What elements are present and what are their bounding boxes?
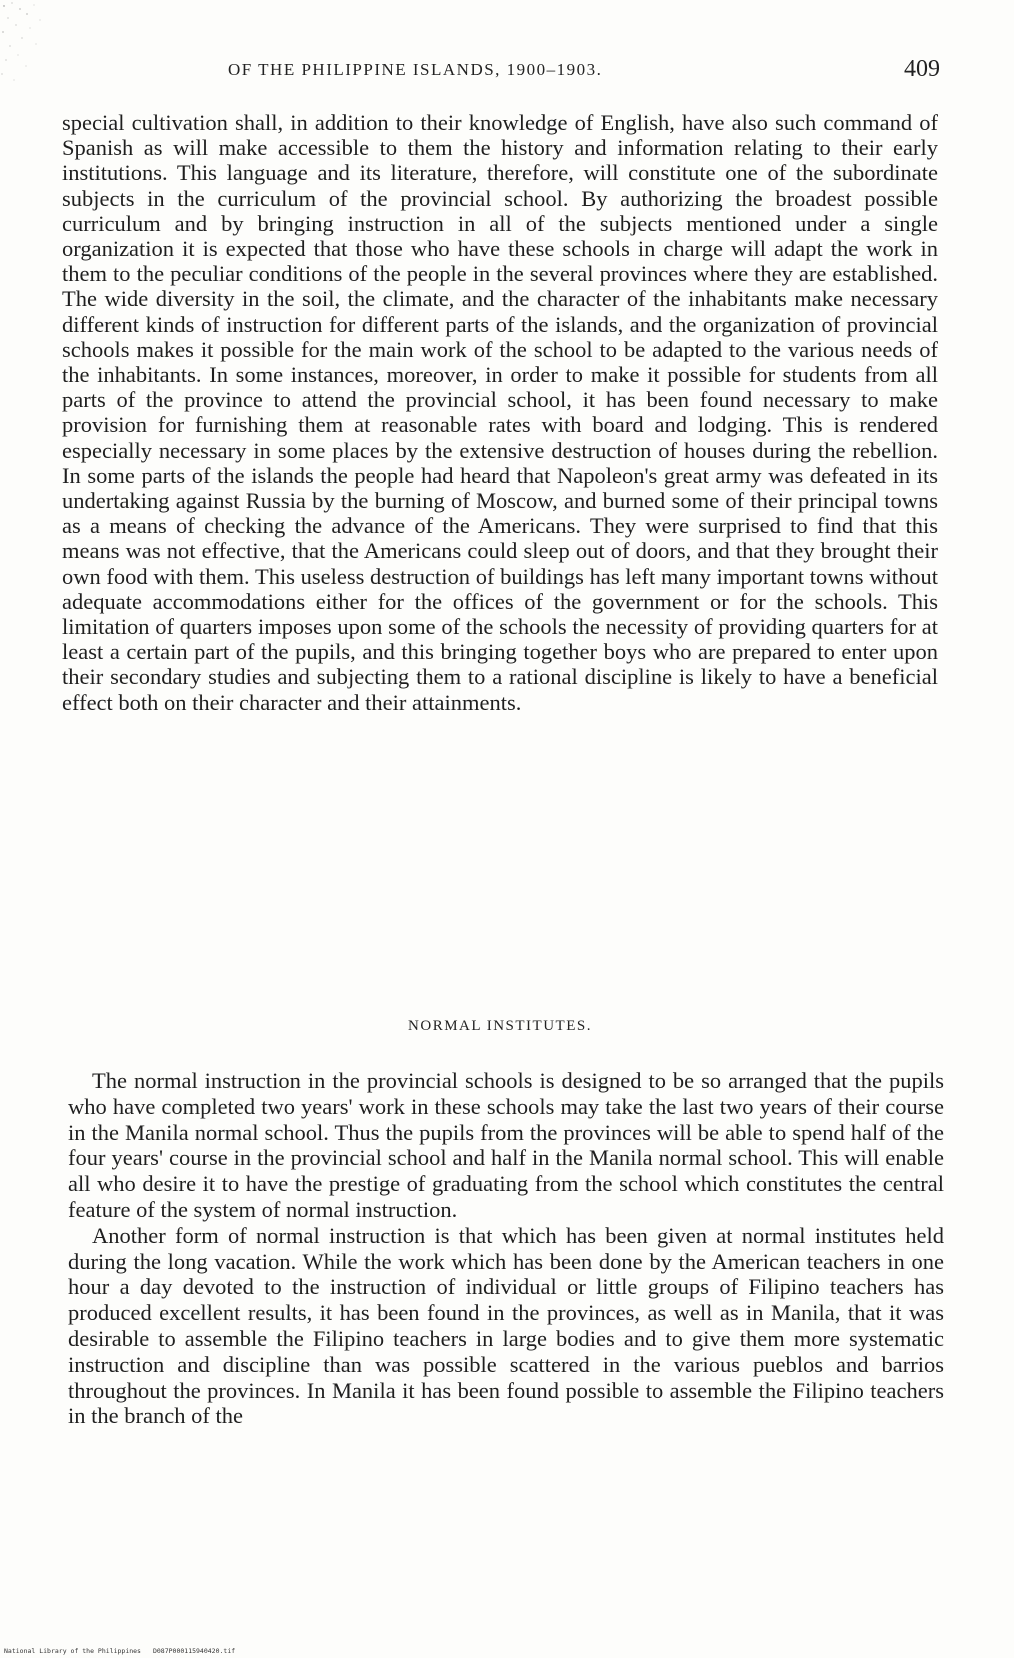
page-number: 409 [904, 56, 940, 82]
running-head: OF THE PHILIPPINE ISLANDS, 1900–1903. [228, 60, 603, 79]
body-paragraph: special cultivation shall, in addition to their knowledge of English, have also such command of Spanish as will make accessible to them the history and information relating to their early institutions. This language and its literature, therefore, will constitute one of the subordinate subjects in the curriculum of the provincial school. By authorizing the broadest possible curriculum and by bringing instruction in all of the subjects mentioned under a single organization it is expected that those who have these schools in charge will adapt the work in them to the peculiar conditions of the people in the several provinces where they are established. The wide diversity in the soil, the climate, and the character of the inhabitants make necessary different kinds of instruction for different parts of the islands, and the organization of provincial schools makes it possible for the main work of the school to be adapted to the various needs of the inhabitants. In some instances, moreover, in order to make it possible for students from all parts of the province to attend the provincial school, it has been found necessary to make provision for furnishing them at reasonable rates with board and lodging. This is rendered especially necessary in some places by the extensive destruction of houses during the rebellion. In some parts of the islands the people had heard that Napoleon's great army was defeated in its undertaking against Russia by the burning of Moscow, and burned some of their principal towns as a means of checking the advance of the Americans. They were surprised to find that this means was not effective, that the Americans could sleep out of doors, and that they brought their own food with them. This useless destruction of buildings has left many important towns without adequate accommodations either for the offices of the government or for the schools. This limitation of quarters imposes upon some of the schools the necessity of providing quarters for at least a certain part of the pupils, and this bringing together boys who are prepared to enter upon their secondary studies and subjecting them to a rational discipline is likely to have a beneficial effect both on their character and their attainments. [62, 110, 938, 715]
scan-footer [4, 1647, 235, 1655]
footer-file: D087P000115940420.tif [152, 1647, 236, 1655]
page-header [68, 56, 940, 90]
section-text [68, 1068, 944, 1429]
footer-source: National Library of the Philippines [4, 1647, 141, 1655]
section-heading: NORMAL INSTITUTES. [408, 1018, 592, 1034]
scan-speckle-decoration [0, 0, 60, 90]
section-paragraph-1: The normal instruction in the provincial schools is designed to be so arranged that the pupils who have completed two years' work in these schools may take the last two years of their course in the Manila normal school. Thus the pupils from the provinces will be able to spend half of the four years' course in the provincial school and half in the Manila normal school. This will enable all who desire it to have the prestige of graduating from the school which constitutes the central feature of the system of normal instruction. [68, 1068, 944, 1222]
body-text [62, 110, 938, 715]
section-paragraph-2: Another form of normal instruction is that which has been given at normal institutes held during the long vacation. While the work which has been done by the American teachers in one hour a day devoted to the instruction of individual or little groups of Filipino teachers has produced excellent results, it has been found in the provinces, as well as in Manila, that it was desirable to assemble the Filipino teachers in large bodies and to give them more systematic instruction and discipline than was possible scattered in the various pueblos and barrios throughout the provinces. In Manila it has been found possible to assemble the Filipino teachers in the branch of the [68, 1222, 944, 1429]
